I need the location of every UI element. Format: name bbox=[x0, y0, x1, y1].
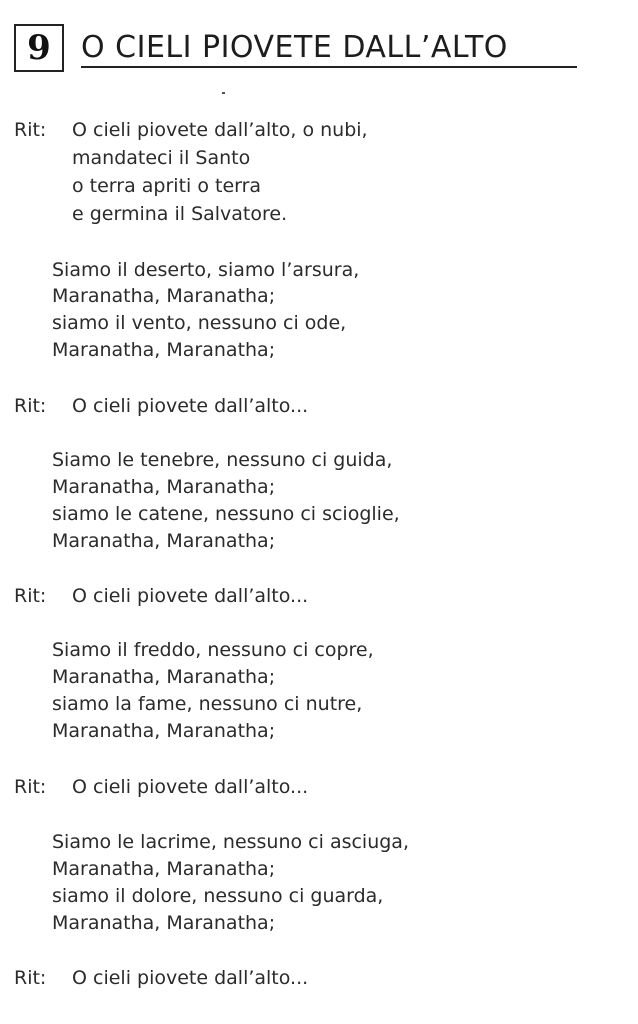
verse-line: Siamo le lacrime, nessuno ci asciuga, bbox=[52, 831, 409, 853]
verse-line: Maranatha, Maranatha; bbox=[52, 285, 276, 307]
verse-line: Maranatha, Maranatha; bbox=[52, 339, 276, 361]
verse-line: Maranatha, Maranatha; bbox=[52, 530, 276, 552]
refrain-label: Rit: bbox=[14, 395, 47, 417]
speck-mark bbox=[222, 92, 225, 94]
refrain-short-line: O cieli piovete dall’alto... bbox=[72, 395, 309, 417]
refrain-line: e germina il Salvatore. bbox=[72, 203, 288, 225]
verse-line: siamo la fame, nessuno ci nutre, bbox=[52, 693, 363, 715]
verse-line: siamo il vento, nessuno ci ode, bbox=[52, 312, 347, 334]
verse-line: Siamo le tenebre, nessuno ci guida, bbox=[52, 449, 393, 471]
verse-line: Maranatha, Maranatha; bbox=[52, 912, 276, 934]
refrain-short-line: O cieli piovete dall’alto... bbox=[72, 776, 309, 798]
refrain-short-line: O cieli piovete dall’alto... bbox=[72, 967, 309, 989]
title-underline bbox=[81, 66, 577, 68]
verse-line: Maranatha, Maranatha; bbox=[52, 720, 276, 742]
refrain-line: o terra apriti o terra bbox=[72, 175, 262, 197]
verse-line: Siamo il freddo, nessuno ci copre, bbox=[52, 639, 374, 661]
song-title: O CIELI PIOVETE DALL’ALTO bbox=[81, 30, 508, 65]
refrain-label: Rit: bbox=[14, 119, 47, 141]
refrain-label: Rit: bbox=[14, 776, 47, 798]
verse-line: Maranatha, Maranatha; bbox=[52, 858, 276, 880]
verse-line: Maranatha, Maranatha; bbox=[52, 476, 276, 498]
verse-line: Maranatha, Maranatha; bbox=[52, 666, 276, 688]
song-header bbox=[14, 24, 614, 76]
refrain-line: mandateci il Santo bbox=[72, 147, 251, 169]
refrain-label: Rit: bbox=[14, 967, 47, 989]
verse-line: Siamo il deserto, siamo l’arsura, bbox=[52, 259, 360, 281]
song-number: 9 bbox=[14, 24, 64, 72]
verse-line: siamo il dolore, nessuno ci guarda, bbox=[52, 885, 384, 907]
refrain-line: O cieli piovete dall’alto, o nubi, bbox=[72, 119, 368, 141]
verse-line: siamo le catene, nessuno ci scioglie, bbox=[52, 503, 400, 525]
refrain-label: Rit: bbox=[14, 585, 47, 607]
refrain-short-line: O cieli piovete dall’alto... bbox=[72, 585, 309, 607]
